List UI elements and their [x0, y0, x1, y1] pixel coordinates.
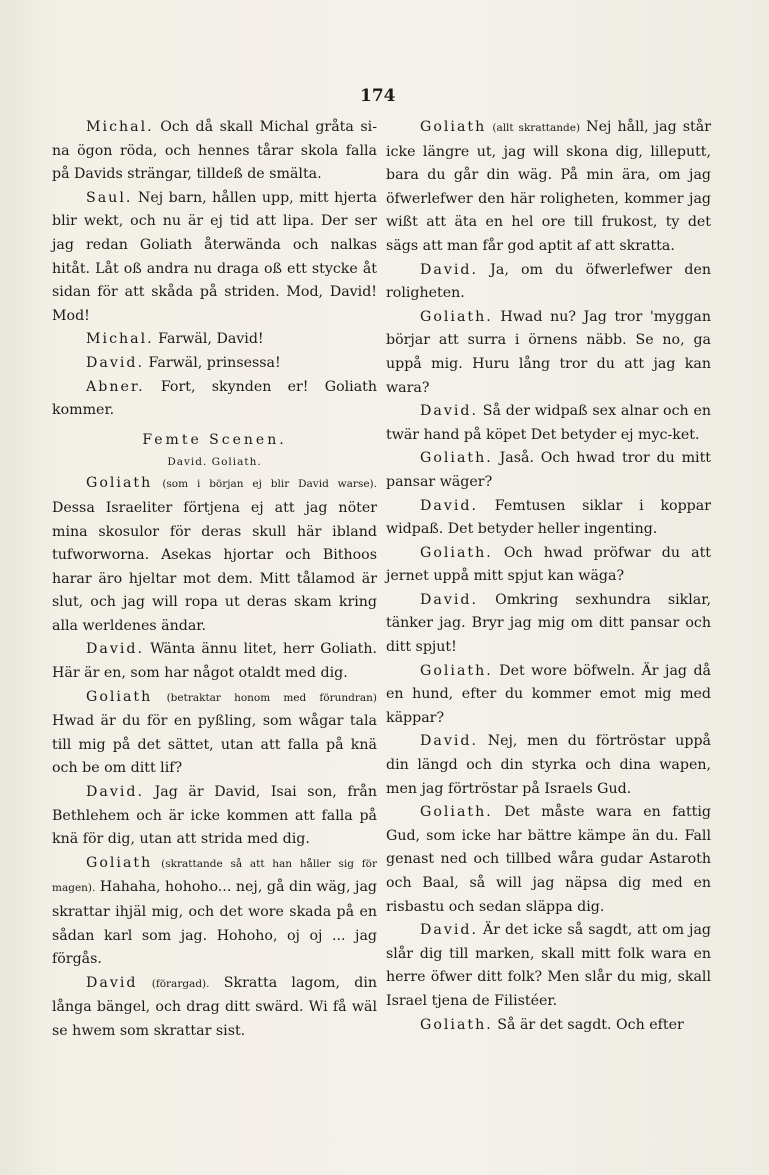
dialogue-paragraph: Goliath (allt skrattande) Nej håll, jag står icke längre ut, jag will skona dig, lilleputt, bara du går din wäg. På min ära, om jag öfwerlefwer den här roligheten, kommer jag wißt att äta en hel ore till frukost, ty det sägs att man får god aptit af att skratta. — [386, 119, 711, 254]
stage-direction: (skrattande så att han håller sig för magen). — [52, 857, 377, 895]
dialogue-paragraph: Abner. Fort, skynden er! Goliath kommer. — [52, 378, 378, 419]
dialogue-paragraph: Saul. Nej barn, hållen upp, mitt hjerta blir wekt, och nu är ej tid att lipa. Der ser jag redan Goliath återwända och nalkas hitåt. Låt oß andra nu draga oß ett stycke åt sidan för att skåda på striden. Mod, David! Mod! — [52, 189, 377, 324]
page-number: 174 — [360, 86, 396, 106]
dialogue-paragraph: Michal. Och då skall Michal gråta si-na ögon röda, och hennes tårar skola falla på Davids strängar, tilldeß de smälta. — [52, 119, 377, 183]
dialogue-paragraph: Goliath. Det måste wara en fattig Gud, som icke har bättre kämpe än du. Fall genast ned och tillbed wåra gudar Astaroth och Baal, så will jag näpsa dig med en risbastu och sedan släppa dig. — [386, 804, 711, 915]
dialogue-paragraph: David. Ja, om du öfwerlefwer den roligheten. — [386, 261, 711, 302]
right-column — [386, 116, 711, 1037]
left-column — [52, 116, 377, 1044]
stage-direction: (förargad). — [151, 977, 210, 990]
dialogue-paragraph: Goliath (betraktar honom med förundran) Hwad är du för en pyßling, som wågar tala till mig på det sättet, utan att falla på knä och be om ditt lif? — [52, 688, 377, 777]
dialogue-paragraph: David. Jag är David, Isai son, från Bethlehem och är icke kommen att falla på knä för dig, utan att strida med dig. — [52, 784, 377, 848]
stage-direction: (som i början ej blir David warse). — [162, 478, 377, 491]
dialogue-paragraph: Goliath. Så är det sagdt. Och efter — [420, 1016, 684, 1033]
dialogue-paragraph: Goliath. Hwad nu? Jag tror 'myggan börjar att surra i örnens näbb. Se no, ga uppå mig. Huru lång tror du att jag kan wara? — [386, 308, 712, 396]
dialogue-paragraph: David. Så der widpaß sex alnar och en twär hand på köpet Det betyder ej myc-ket. — [386, 403, 711, 443]
dialogue-paragraph: David. Femtusen siklar i koppar widpaß. Det betyder heller ingenting. — [386, 497, 711, 538]
dialogue-paragraph: David. Nej, men du förtröstar uppå din längd och din styrka och dina wapen, men jag förtröstar på Israels Gud. — [386, 733, 711, 797]
dialogue-paragraph: David. Omkring sexhundra siklar, tänker jag. Bryr jag mig om ditt pansar och ditt spjut! — [386, 591, 711, 656]
dialogue-paragraph: Goliath. Det wore böfweln. Är jag då en hund, efter du kommer emot mig med käppar? — [386, 662, 711, 726]
dialogue-paragraph: Goliath. Och hwad pröfwar du att jernet uppå mitt spjut kan wäga? — [386, 544, 711, 585]
scene-persons: David. Goliath. — [167, 456, 262, 469]
dialogue-paragraph: Goliath (skrattande så att han håller sig för magen). Hahaha, hohoho... nej, gå din wäg, jag skrattar ihjäl mig, och det wore skada på en sådan karl som jag. Hohoho, oj oj ... jag förgås. — [52, 854, 377, 968]
dialogue-paragraph: Goliath (som i början ej blir David warse). Dessa Israeliter förtjena ej att jag nöter mina skosulor för deras skull här ibland tufworworna. Asekas hjortar och Bithoos harar äro hjeltar mot dem. Mitt tålamod är slut, och jag will ropa ut deras skam kring alla werldenes ändar. — [52, 475, 377, 634]
dialogue-paragraph: David. Wänta ännu litet, herr Goliath. Här är en, som har något otaldt med dig. — [52, 641, 377, 682]
dialogue-paragraph: David (förargad). Skratta lagom, din långa bängel, och drag ditt swärd. Wi få wäl se hwem som skrattar sist. — [52, 974, 378, 1039]
stage-direction: (allt skrattande) — [492, 122, 581, 134]
dialogue-paragraph: David. Är det icke så sagdt, att om jag slår dig till marken, skall mitt folk wara en herre öfwer ditt folk? Men slår du mig, skall Israel tjena de Filistéer. — [386, 922, 711, 1009]
dialogue-paragraph: Goliath. Jaså. Och hwad tror du mitt pansar wäger? — [386, 450, 711, 490]
stage-direction: (betraktar honom med förundran) — [166, 691, 377, 704]
dialogue-paragraph: Michal. Farwäl, David! — [86, 331, 264, 348]
dialogue-paragraph: David. Farwäl, prinsessa! — [86, 354, 281, 371]
scene-heading: Femte Scenen. — [142, 431, 287, 448]
